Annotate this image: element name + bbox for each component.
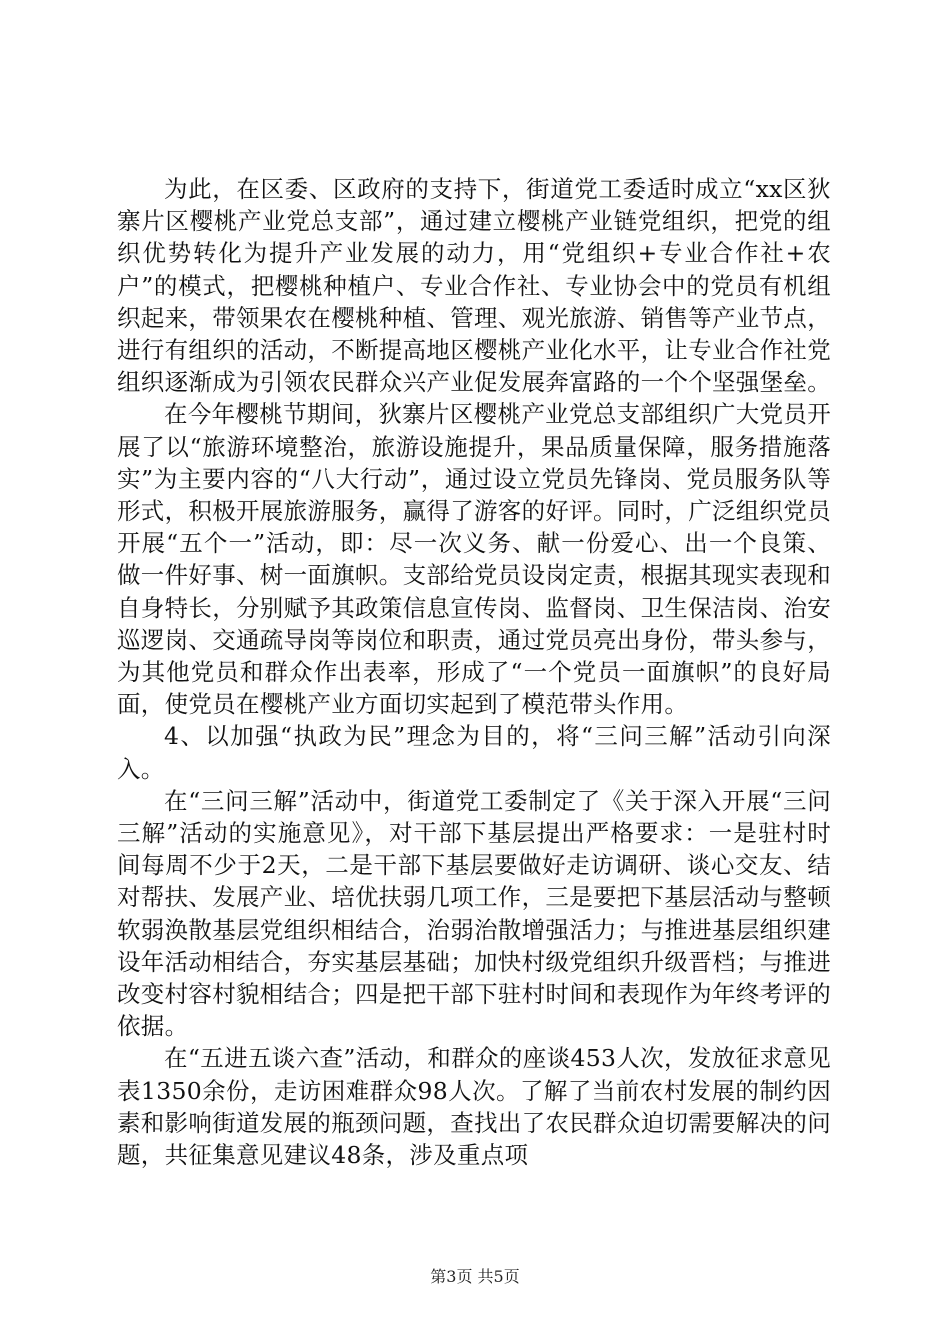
paragraph: 在今年樱桃节期间，狄寨片区樱桃产业党总支部组织广大党员开展了以“旅游环境整治，旅游设施提升，果品质量保障，服务措施落实”为主要内容的“八大行动”，通过设立党员先锋岗、党员服务队等形式，积极开展旅游服务，赢得了游客的好评。同时，广泛组织党员开展“五个一”活动，即：尽一次义务、献一份爱心、出一个良策、做一件好事、树一面旗帜。支部给党员设岗定责，根据其现实表现和自身特长，分别赋予其政策信息宣传岗、监督岗、卫生保洁岗、治安巡逻岗、交通疏导岗等岗位和职责，通过党员亮出身份，带头参与，为其他党员和群众作出表率，形成了“一个党员一面旗帜”的良好局面，使党员在樱桃产业方面切实起到了模范带头作用。 bbox=[117, 400, 831, 719]
paragraph: 为此，在区委、区政府的支持下，街道党工委适时成立“xx区狄寨片区樱桃产业党总支部”，通过建立樱桃产业链党组织，把党的组织优势转化为提升产业发展的动力，用“党组织+专业合作社+农户”的模式，把樱桃种植户、专业合作社、专业协会中的党员有机组织起来，带领果农在樱桃种植、管理、观光旅游、销售等产业节点，进行有组织的活动，不断提高地区樱桃产业化水平，让专业合作社党组织逐渐成为引领农民群众兴产业促发展奔富路的一个个坚强堡垒。 bbox=[117, 175, 831, 397]
section-heading: 4、以加强“执政为民”理念为目的，将“三问三解”活动引向深入。 bbox=[117, 722, 831, 783]
paragraph: 在“五进五谈六查”活动，和群众的座谈453人次，发放征求意见表1350余份，走访困难群众98人次。了解了当前农村发展的制约因素和影响街道发展的瓶颈问题，查找出了农民群众迫切需要解决的问题，共征集意见建议48条，涉及重点项 bbox=[117, 1044, 831, 1170]
page-footer: 第3页 共5页 bbox=[430, 1267, 520, 1286]
paragraph: 在“三问三解”活动中，街道党工委制定了《关于深入开展“三问三解”活动的实施意见》，对干部下基层提出严格要求：一是驻村时间每周不少于2天，二是干部下基层要做好走访调研、谈心交友、结对帮扶、发展产业、培优扶弱几项工作，三是要把下基层活动与整顿软弱涣散基层党组织相结合，治弱治散增强活力；与推进基层组织建设年活动相结合，夯实基层基础；加快村级党组织升级晋档；与推进改变村容村貌相结合；四是把干部下驻村时间和表现作为年终考评的依据。 bbox=[117, 786, 831, 1041]
document-body bbox=[117, 173, 831, 1171]
